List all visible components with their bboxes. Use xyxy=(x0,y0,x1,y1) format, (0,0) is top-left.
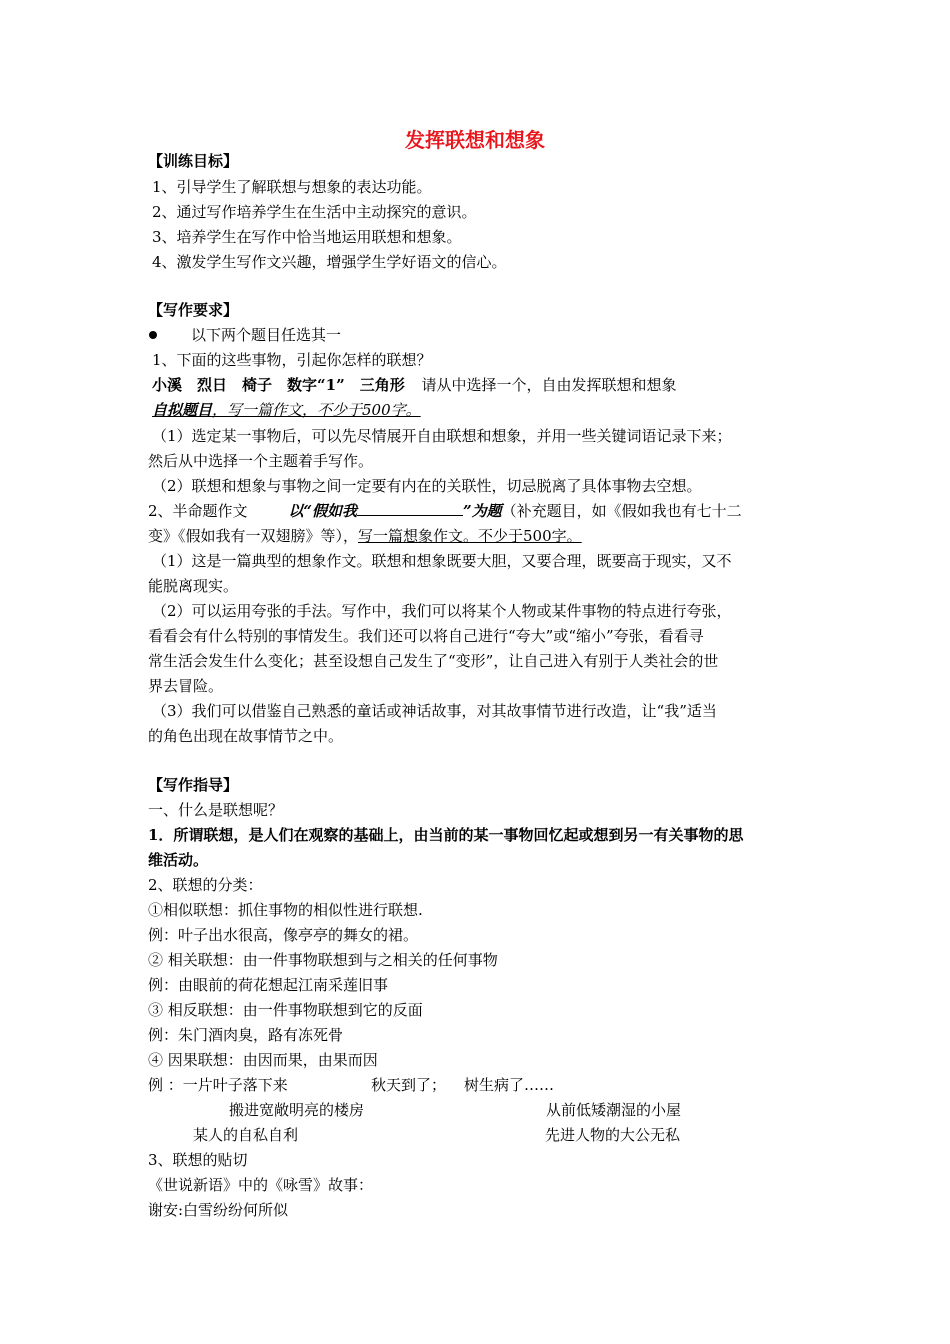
story-line: 《世说新语》中的《咏雪》故事： xyxy=(148,1176,374,1194)
paragraph: 看看会有什么特别的事情发生。我们还可以将自己进行“夸大”或“缩小”夸张，看看寻 xyxy=(148,627,704,645)
paragraph: （3）我们可以借鉴自己熟悉的童话或神话故事，对其故事情节进行改造，让“我”适当 xyxy=(152,702,717,720)
q2-line2-a: 变》《假如我有一双翅膀》等）， xyxy=(148,527,359,545)
items-line xyxy=(152,373,677,397)
title-blank xyxy=(357,501,463,516)
example: 树生病了…… xyxy=(464,1076,555,1094)
definition: 1．所谓联想，是人们在观察的基础上，由当前的某一事物回忆起或想到另一有关事物的思 xyxy=(148,826,744,844)
question-2 xyxy=(148,499,742,523)
question-1: 1、下面的这些事物，引起你怎样的联想？ xyxy=(152,351,432,369)
category: ①相似联想：抓住事物的相似性进行联想. xyxy=(148,901,423,919)
example-pair: 先进人物的大公无私 xyxy=(545,1126,681,1144)
guidance-heading: 【写作指导】 xyxy=(148,776,239,794)
example-pair: 从前低矮潮湿的小屋 xyxy=(546,1101,682,1119)
paragraph: （1）这是一篇典型的想象作文。联想和想象既要大胆，又要合理，既要高于现实，又不 xyxy=(152,552,732,570)
example: 例 ：一片叶子落下来 xyxy=(148,1076,288,1094)
example: 例：朱门酒肉臭，路有冻死骨 xyxy=(148,1026,344,1044)
paragraph: （1）选定某一事物后，可以先尽情展开自由联想和想象，并用一些关键词语记录下来； xyxy=(152,427,732,445)
paragraph: 界去冒险。 xyxy=(148,677,224,695)
goals-heading: 【训练目标】 xyxy=(148,152,239,170)
category: ② 相关联想：由一件事物联想到与之相关的任何事物 xyxy=(148,951,498,969)
q2-head: 2、半命题作文 xyxy=(148,502,248,520)
section-heading: 一、什么是联想呢？ xyxy=(148,801,284,819)
paragraph: 然后从中选择一个主题着手写作。 xyxy=(148,452,374,470)
example: 秋天到了； xyxy=(371,1076,447,1094)
self-title-rest: ，写一篇作文，不少于500字。 xyxy=(212,401,421,419)
q2-line2-b: 写一篇想象作文。不少于500字。 xyxy=(358,527,582,545)
story-line: 谢安:白雪纷纷何所似 xyxy=(148,1201,289,1219)
q2-tail: （补充题目，如《假如我也有七十二 xyxy=(501,502,742,520)
goal-item: 3、培养学生在写作中恰当地运用联想和想象。 xyxy=(152,228,462,246)
paragraph: 能脱离现实。 xyxy=(148,577,239,595)
category: ④ 因果联想：由因而果，由果而因 xyxy=(148,1051,378,1069)
bullet-text: 以下两个题目任选其一 xyxy=(191,326,342,344)
goal-item: 4、激发学生写作文兴趣，增强学生学好语文的信心。 xyxy=(152,253,507,271)
q2-title-b: ”为题 xyxy=(462,502,502,520)
example: 例：叶子出水很高，像亭亭的舞女的裙。 xyxy=(148,926,419,944)
example-pair: 某人的自私自利 xyxy=(193,1126,299,1144)
requirements-heading: 【写作要求】 xyxy=(148,301,239,319)
bullet-icon xyxy=(149,331,157,339)
goal-item: 2、通过写作培养学生在生活中主动探究的意识。 xyxy=(152,203,477,221)
section-heading: 3、联想的贴切 xyxy=(148,1151,248,1169)
goal-item: 1、引导学生了解联想与想象的表达功能。 xyxy=(152,178,432,196)
self-title-label: 自拟题目 xyxy=(152,401,213,419)
example: 例：由眼前的荷花想起江南采莲旧事 xyxy=(148,976,389,994)
paragraph: 常生活会发生什么变化；甚至设想自己发生了“变形”，让自己进入有别于人类社会的世 xyxy=(148,652,719,670)
example-pair: 搬进宽敞明亮的楼房 xyxy=(229,1101,365,1119)
items-words: 小溪 烈日 椅子 数字“1” 三角形 xyxy=(152,376,405,394)
q2-title-a: 以“假如我 xyxy=(288,502,357,520)
question-2-cont xyxy=(148,524,582,548)
paragraph: （2）可以运用夸张的手法。写作中，我们可以将某个人物或某件事物的特点进行夸张， xyxy=(152,602,732,620)
section-heading: 2、联想的分类： xyxy=(148,876,263,894)
items-tail: 请从中选择一个，自由发挥联想和想象 xyxy=(421,376,677,394)
paragraph: 的角色出现在故事情节之中。 xyxy=(148,727,344,745)
definition: 维活动。 xyxy=(148,851,209,869)
page-title: 发挥联想和想象 xyxy=(405,128,545,152)
self-title-line xyxy=(152,398,421,422)
category: ③ 相反联想：由一件事物联想到它的反面 xyxy=(148,1001,423,1019)
paragraph: （2）联想和想象与事物之间一定要有内在的关联性，切忌脱离了具体事物去空想。 xyxy=(152,477,702,495)
